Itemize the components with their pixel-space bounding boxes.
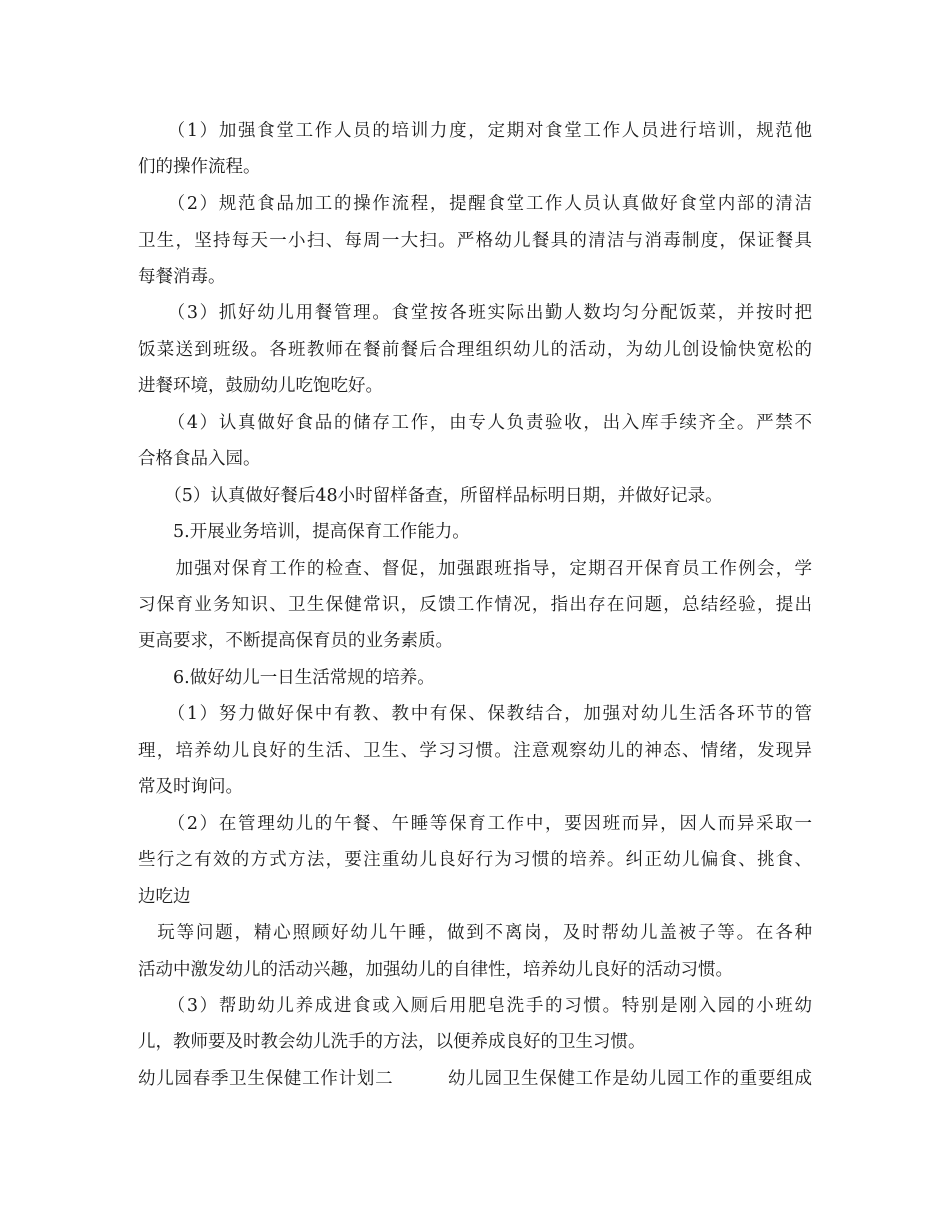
paragraph-line: 饭菜送到班级。各班教师在餐前餐后合理组织幼儿的活动，为幼儿创设愉快宽松的 (138, 340, 812, 360)
paragraph-line: 们的操作流程。 (138, 157, 261, 177)
paragraph-line: 儿，教师要及时教会幼儿洗手的方法，以便养成良好的卫生习惯。 (138, 1032, 646, 1052)
paragraph-line: 边吃边 (138, 887, 191, 907)
paragraph-line: 更高要求，不断提高保育员的业务素质。 (138, 631, 453, 651)
paragraph-line: （3）帮助幼儿养成进食或入厕后用肥皂洗手的习惯。特别是刚入园的小班幼 (138, 996, 812, 1016)
paragraph-line: （5）认真做好餐后48小时留样备查，所留样品标明日期，并做好记录。 (138, 486, 723, 506)
paragraph-line: 常及时询问。 (138, 777, 243, 797)
paragraph-line: （2）在管理幼儿的午餐、午睡等保育工作中，要因班而异，因人而异采取一 (138, 814, 812, 834)
paragraph-line: （2）规范食品加工的操作流程，提醒食堂工作人员认真做好食堂内部的清洁 (138, 194, 812, 214)
paragraph-line: 些行之有效的方式方法，要注重幼儿良好行为习惯的培养。纠正幼儿偏食、挑食、 (138, 850, 812, 870)
section-heading: 5.开展业务培训，提高保育工作能力。 (138, 522, 470, 542)
paragraph-line: 理，培养幼儿良好的生活、卫生、学习习惯。注意观察幼儿的神态、情绪，发现异 (138, 741, 812, 761)
next-section-title-line: 幼儿园春季卫生保健工作计划二 幼儿园卫生保健工作是幼儿园工作的重要组成 (138, 1069, 812, 1089)
paragraph-line: 习保育业务知识、卫生保健常识，反馈工作情况，指出存在问题，总结经验，提出 (138, 595, 812, 615)
paragraph-line: （3）抓好幼儿用餐管理。食堂按各班实际出勤人数均匀分配饭菜，并按时把 (138, 303, 812, 323)
paragraph-line: （4）认真做好食品的储存工作，由专人负责验收，出入库手续齐全。严禁不 (138, 413, 812, 433)
paragraph-line: （1）努力做好保中有教、教中有保、保教结合，加强对幼儿生活各环节的管 (138, 704, 812, 724)
paragraph-line: 玩等问题，精心照顾好幼儿午睡，做到不离岗，及时帮幼儿盖被子等。在各种 (138, 923, 812, 943)
paragraph-line: 合格食品入园。 (138, 449, 261, 469)
paragraph-line: 进餐环境，鼓励幼儿吃饱吃好。 (138, 376, 383, 396)
paragraph-line: 每餐消毒。 (138, 267, 226, 287)
paragraph-line: 活动中激发幼儿的活动兴趣，加强幼儿的自律性，培养幼儿良好的活动习惯。 (138, 960, 733, 980)
paragraph-line: （1）加强食堂工作人员的培训力度，定期对食堂工作人员进行培训，规范他 (138, 121, 812, 141)
paragraph-line: 加强对保育工作的检查、督促，加强跟班指导，定期召开保育员工作例会，学 (138, 559, 812, 579)
paragraph-line: 卫生，坚持每天一小扫、每周一大扫。严格幼儿餐具的清洁与消毒制度，保证餐具 (138, 231, 812, 251)
section-heading: 6.做好幼儿一日生活常规的培养。 (138, 668, 435, 688)
